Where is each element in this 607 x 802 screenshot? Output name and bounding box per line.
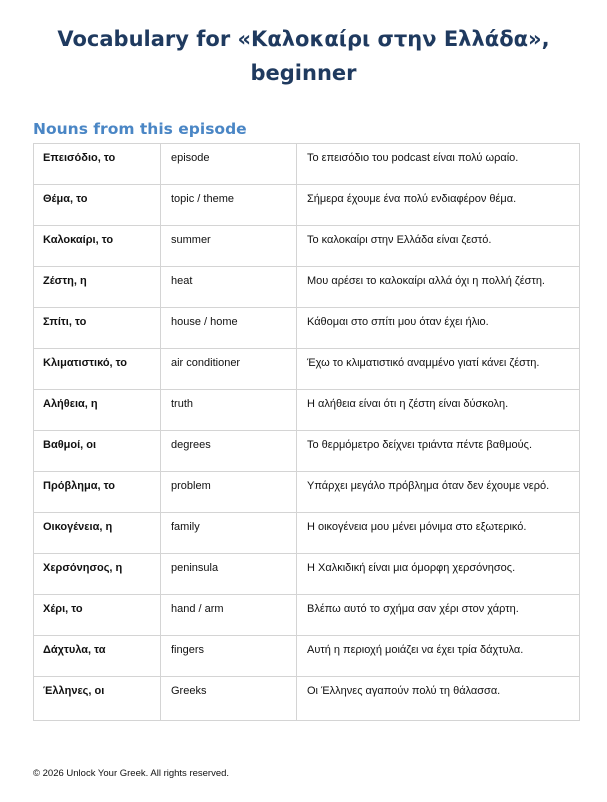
vocab-example-cell: Βλέπω αυτό το σχήμα σαν χέρι στον χάρτη.	[297, 595, 580, 636]
vocab-example-cell: Η οικογένεια μου μένει μόνιμα στο εξωτερικό.	[297, 513, 580, 554]
vocab-example-cell: Η αλήθεια είναι ότι η ζέστη είναι δύσκολη.	[297, 390, 580, 431]
table-row	[34, 677, 580, 721]
vocab-example-cell: Το θερμόμετρο δείχνει τριάντα πέντε βαθμούς.	[297, 431, 580, 472]
table-row	[34, 226, 580, 267]
vocab-translation-cell: summer	[161, 226, 297, 267]
vocab-example-cell: Αυτή η περιοχή μοιάζει να έχει τρία δάχτυλα.	[297, 636, 580, 677]
table-row	[34, 513, 580, 554]
vocab-term-cell: Βαθμοί, οι	[34, 431, 161, 472]
vocab-translation-cell: family	[161, 513, 297, 554]
vocab-term-cell: Οικογένεια, η	[34, 513, 161, 554]
vocab-translation-cell: hand / arm	[161, 595, 297, 636]
vocab-term-cell: Δάχτυλα, τα	[34, 636, 161, 677]
table-row	[34, 431, 580, 472]
document-title	[0, 22, 607, 90]
vocab-term-cell: Πρόβλημα, το	[34, 472, 161, 513]
vocab-translation-cell: house / home	[161, 308, 297, 349]
vocab-example-cell: Σήμερα έχουμε ένα πολύ ενδιαφέρον θέμα.	[297, 185, 580, 226]
vocab-example-cell: Η Χαλκιδική είναι μια όμορφη χερσόνησος.	[297, 554, 580, 595]
section-heading: Nouns from this episode	[33, 120, 247, 138]
vocab-translation-cell: topic / theme	[161, 185, 297, 226]
vocab-example-cell: Έχω το κλιματιστικό αναμμένο γιατί κάνει ζέστη.	[297, 349, 580, 390]
table-row	[34, 308, 580, 349]
vocab-example-cell: Κάθομαι στο σπίτι μου όταν έχει ήλιο.	[297, 308, 580, 349]
table-row	[34, 267, 580, 308]
vocab-translation-cell: Greeks	[161, 677, 297, 721]
vocab-example-cell: Υπάρχει μεγάλο πρόβλημα όταν δεν έχουμε νερό.	[297, 472, 580, 513]
table-row	[34, 636, 580, 677]
vocab-term-cell: Χερσόνησος, η	[34, 554, 161, 595]
vocab-translation-cell: problem	[161, 472, 297, 513]
document-title-line-2: beginner	[250, 61, 357, 85]
vocab-term-cell: Αλήθεια, η	[34, 390, 161, 431]
vocab-translation-cell: episode	[161, 144, 297, 185]
vocab-translation-cell: fingers	[161, 636, 297, 677]
table-row	[34, 390, 580, 431]
vocab-term-cell: Καλοκαίρι, το	[34, 226, 161, 267]
vocab-translation-cell: degrees	[161, 431, 297, 472]
vocab-translation-cell: heat	[161, 267, 297, 308]
vocab-example-cell: Μου αρέσει το καλοκαίρι αλλά όχι η πολλή ζέστη.	[297, 267, 580, 308]
vocab-term-cell: Χέρι, το	[34, 595, 161, 636]
vocab-example-cell: Το καλοκαίρι στην Ελλάδα είναι ζεστό.	[297, 226, 580, 267]
vocab-term-cell: Κλιματιστικό, το	[34, 349, 161, 390]
vocab-translation-cell: air conditioner	[161, 349, 297, 390]
vocab-term-cell: Ζέστη, η	[34, 267, 161, 308]
table-row	[34, 472, 580, 513]
vocab-translation-cell: truth	[161, 390, 297, 431]
vocabulary-table-body	[34, 144, 580, 721]
table-row	[34, 144, 580, 185]
document-title-line-1: Vocabulary for «Καλοκαίρι στην Ελλάδα»,	[57, 27, 550, 51]
vocab-term-cell: Έλληνες, οι	[34, 677, 161, 721]
vocabulary-table	[33, 143, 580, 721]
table-row	[34, 595, 580, 636]
vocab-term-cell: Επεισόδιο, το	[34, 144, 161, 185]
vocab-example-cell: Οι Έλληνες αγαπούν πολύ τη θάλασσα.	[297, 677, 580, 721]
table-row	[34, 185, 580, 226]
table-row	[34, 554, 580, 595]
vocab-translation-cell: peninsula	[161, 554, 297, 595]
vocab-term-cell: Θέμα, το	[34, 185, 161, 226]
table-row	[34, 349, 580, 390]
vocab-example-cell: Το επεισόδιο του podcast είναι πολύ ωραίο.	[297, 144, 580, 185]
vocab-term-cell: Σπίτι, το	[34, 308, 161, 349]
copyright-footer: © 2026 Unlock Your Greek. All rights reserved.	[33, 768, 230, 779]
